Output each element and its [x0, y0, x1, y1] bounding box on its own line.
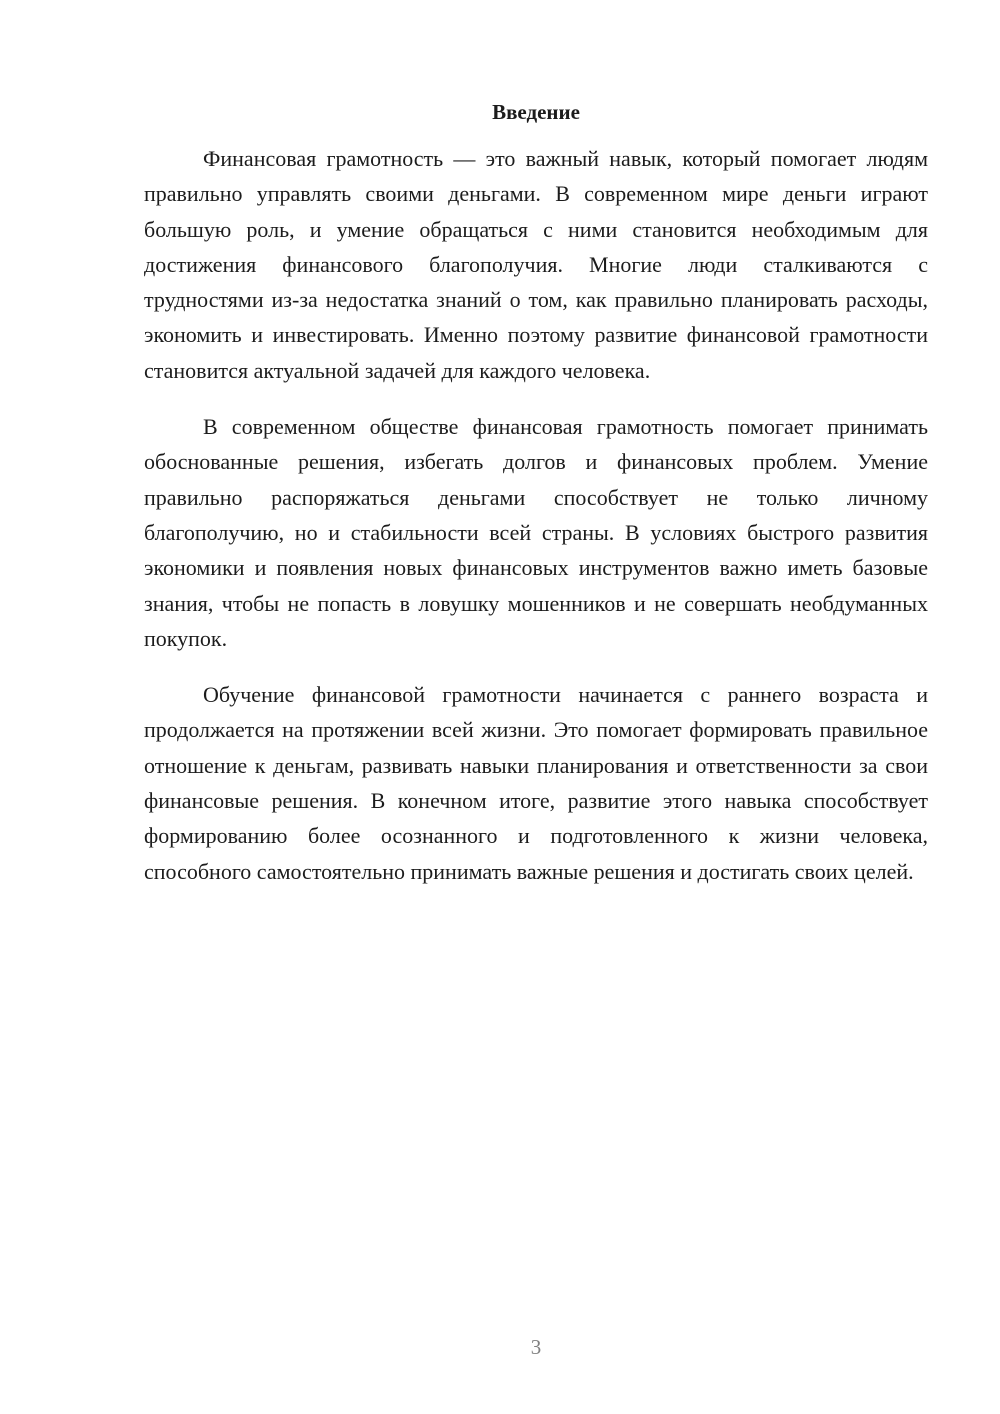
- paragraph-2: В современном обществе финансовая грамотность помогает принимать обоснованные решения, избегать долгов и финансовых проблем. Умение правильно распоряжаться деньгами способствует не только личному благополучию, но и стабильности всей страны. В условиях быстрого развития экономики и появления новых финансовых инструментов важно иметь базовые знания, чтобы не попасть в ловушку мошенников и не совершать необдуманных покупок.: [144, 414, 928, 651]
- body-text: [144, 141, 928, 889]
- page-number: 3: [530, 1335, 542, 1359]
- section-heading: Введение: [492, 100, 580, 124]
- paragraph-3: Обучение финансовой грамотности начинается с раннего возраста и продолжается на протяжении всей жизни. Это помогает формировать правильное отношение к деньгам, развивать навыки планирования и ответственности за свои финансовые решения. В конечном итоге, развитие этого навыка способствует формированию более осознанного и подготовленного к жизни человека, способного самостоятельно принимать важные решения и достигать своих целей.: [144, 682, 928, 884]
- paragraph-1: Финансовая грамотность — это важный навык, который помогает людям правильно управлять своими деньгами. В современном мире деньги играют большую роль, и умение обращаться с ними становится необходимым для достижения финансового благополучия. Многие люди сталкиваются с трудностями из-за недостатка знаний о том, как правильно планировать расходы, экономить и инвестировать. Именно поэтому развитие финансовой грамотности становится актуальной задачей для каждого человека.: [144, 146, 928, 383]
